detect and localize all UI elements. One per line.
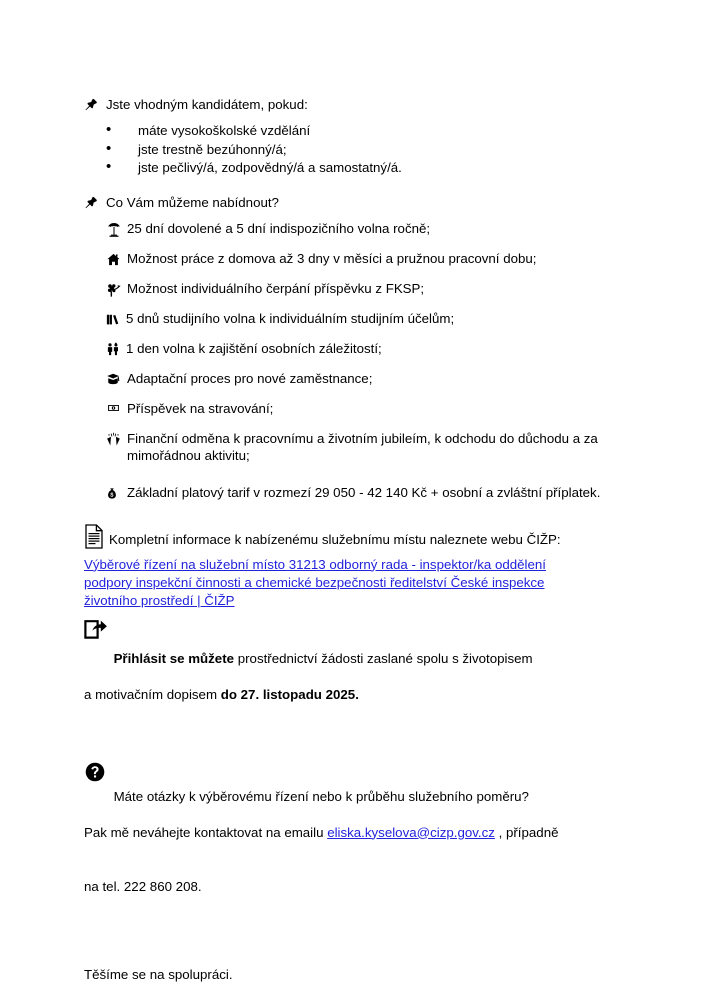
- graduation-cap-icon: [106, 372, 123, 388]
- apply-line-2: [84, 686, 624, 704]
- flower-icon: [106, 282, 123, 298]
- list-item: • jste trestně bezúhonný/á;: [106, 141, 624, 160]
- apply-section: [84, 632, 624, 740]
- vacancy-link[interactable]: Výběrové řízení na služební místo 31213 odborný rada - inspektor/ka oddělení podpory inspekční činnosti a chemické bezpečnosti ředitelství České inspekce životního prostředí | ČIŽP: [84, 556, 546, 608]
- benefit-item-meal-allowance: [106, 400, 624, 418]
- benefit-text: Možnost práce z domova až 3 dny v měsíci a pružnou pracovní dobu;: [127, 250, 537, 266]
- benefit-text: 5 dnů studijního volna k individuálním studijním účelům;: [126, 310, 455, 326]
- list-item: • jste pečlivý/á, zodpovědný/á a samostatný/á.: [106, 159, 624, 178]
- apply-text-after-lead: prostřednictví žádosti zaslané spolu s životopisem: [234, 650, 533, 666]
- pushpin-icon: [84, 98, 99, 113]
- benefit-item-fksp: [106, 280, 624, 298]
- info-section: [84, 524, 624, 610]
- info-text: Kompletní informace k nabízenému služebnímu místu naleznete webu ČIŽP:: [109, 531, 561, 547]
- apply-paragraph: [84, 632, 624, 740]
- benefit-item-study-leave: [106, 310, 624, 328]
- apply-bold-lead: Přihlásit se můžete: [113, 650, 235, 666]
- benefit-text: Základní platový tarif v rozmezí 29 050 - 42 140 Kč + osobní a zvláštní příplatek.: [127, 484, 601, 500]
- fireworks-icon: [106, 432, 123, 448]
- contact-email-link[interactable]: eliska.kyselova@cizp.gov.cz: [327, 824, 495, 840]
- benefit-item-jubilee-bonus: [106, 430, 624, 465]
- benefit-item-salary: [106, 484, 624, 502]
- money-bag-icon: [106, 486, 123, 502]
- benefits-list: [84, 220, 624, 502]
- benefit-item-vacation: [106, 220, 624, 238]
- questions-line2-suffix: , případně: [494, 824, 559, 840]
- offer-heading-text: Co Vám můžeme nabídnout?: [106, 194, 279, 210]
- benefit-item-home-office: [106, 250, 624, 268]
- info-line: [84, 524, 624, 549]
- two-people-icon: [106, 342, 123, 358]
- beach-umbrella-icon: [106, 222, 123, 238]
- apply-deadline: do 27. listopadu 2025.: [220, 686, 359, 702]
- pushpin-icon: [84, 196, 99, 211]
- closing-text: Těšíme se na spolupráci.: [84, 966, 233, 982]
- benefit-item-adaptation: [106, 370, 624, 388]
- benefit-item-personal-day: [106, 340, 624, 358]
- list-item: • máte vysokoškolské vzdělání: [106, 122, 624, 141]
- document-content: [84, 96, 624, 983]
- share-icon: [84, 618, 108, 640]
- benefit-text: 1 den volna k zajištění osobních záležitostí;: [126, 340, 382, 356]
- questions-line2-prefix: Pak mě neváhejte kontaktovat na emailu: [84, 824, 328, 840]
- benefit-text: Možnost individuálního čerpání příspěvku z FKSP;: [127, 280, 425, 296]
- candidate-heading-text: Jste vhodným kandidátem, pokud:: [106, 97, 308, 112]
- document-icon: [84, 524, 104, 549]
- candidate-heading-row: [84, 96, 624, 113]
- offer-heading-row: [84, 194, 624, 211]
- benefit-text: Příspěvek na stravování;: [127, 400, 274, 416]
- questions-line-2: [84, 824, 624, 842]
- banknote-icon: [106, 402, 123, 418]
- questions-line-3: na tel. 222 860 208.: [84, 878, 202, 894]
- questions-paragraph: [84, 770, 624, 932]
- candidate-requirements-list: [84, 122, 624, 178]
- books-icon: [106, 312, 123, 328]
- questions-line-1: Máte otázky k výběrovému řízení nebo k průběhu služebního poměru?: [113, 788, 529, 804]
- question-mark-icon: [85, 762, 105, 782]
- house-icon: [106, 252, 123, 268]
- benefit-text: 25 dní dovolené a 5 dní indispozičního volna ročně;: [127, 220, 431, 236]
- apply-line2-prefix: a motivačním dopisem: [84, 686, 221, 702]
- benefit-text: Finanční odměna k pracovnímu a životním jubileím, k odchodu do důchodu a za mimořádnou aktivitu;: [127, 430, 598, 463]
- questions-section: [84, 770, 624, 932]
- benefit-text: Adaptační proces pro nové zaměstnance;: [127, 370, 373, 386]
- vacancy-link-paragraph: [84, 556, 584, 610]
